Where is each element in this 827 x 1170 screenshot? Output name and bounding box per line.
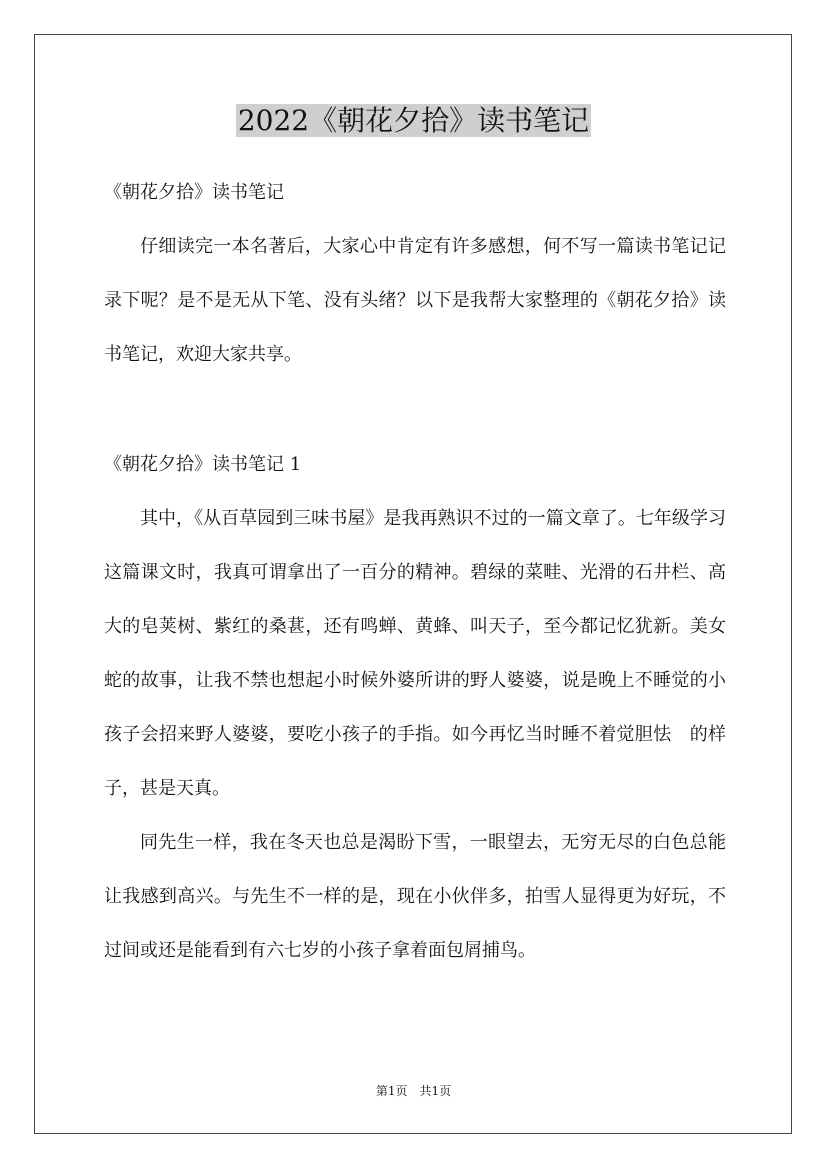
section-heading: 《朝花夕拾》读书笔记 1 [104,454,302,475]
document-title [0,98,827,144]
body-paragraph: 同先生一样，我在冬天也总是渴盼下雪，一眼望去，无穷无尽的白色总能让我感到高兴。与先生不一样的是，现在小伙伴多，拍雪人显得更为好玩，不过间或还是能看到有六七岁的小孩子拿着面包屑捕鸟。 [104,832,726,961]
body-paragraph: 其中，《从百草园到三味书屋》是我再熟识不过的一篇文章了。七年级学习这篇课文时，我真可谓拿出了一百分的精神。碧绿的菜畦、光滑的石井栏、高大的皂荚树、紫红的桑葚，还有鸣蝉、黄蜂、叫天子，至今都记忆犹新。美女蛇的故事，让我不禁也想起小时候外婆所讲的野人婆婆，说是晚上不睡觉的小孩子会招来野人婆婆，要吃小孩子的手指。如今再忆当时睡不着觉胆怯 的样子，甚是天真。 [104,508,726,799]
document-subtitle: 《朝花夕拾》读书笔记 [104,182,284,203]
document-title-text: 2022《朝花夕拾》读书笔记 [237,104,590,137]
page-footer: 第1页 共1页 [375,1084,452,1098]
intro-paragraph: 仔细读完一本名著后，大家心中肯定有许多感想，何不写一篇读书笔记记录下呢？是不是无从下笔、没有头绪？以下是我帮大家整理的《朝花夕拾》读书笔记，欢迎大家共享。 [104,236,726,365]
